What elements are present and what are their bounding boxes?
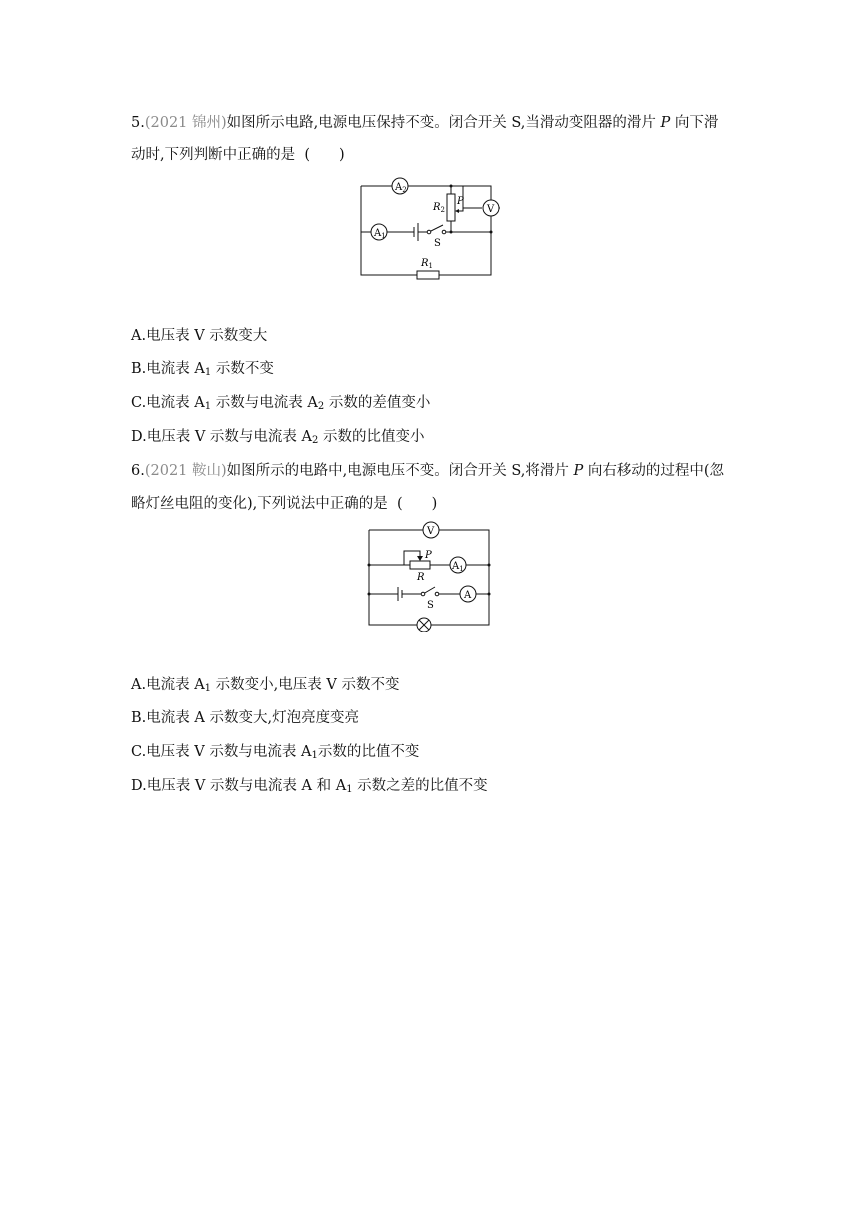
q6-rheostat-r-label: R bbox=[417, 572, 425, 583]
q6-ammeter-a-label: A bbox=[464, 590, 472, 601]
q5-option-a: A.电压表 V 示数变大 bbox=[131, 328, 268, 344]
q5-option-b: B.电流表 $A_1$ 示数不变 bbox=[131, 361, 274, 378]
q5-number: 5. bbox=[131, 115, 145, 131]
q6-number: 6. bbox=[131, 463, 145, 479]
q6-voltmeter-label: V bbox=[427, 526, 435, 537]
q6-answer-blank: ( ) bbox=[396, 496, 438, 512]
q6-slider-p-label: P bbox=[425, 550, 432, 561]
q5-answer-blank: ( ) bbox=[304, 147, 345, 163]
q5-ammeter-a1-label: $A_1$ bbox=[374, 228, 386, 240]
q6-option-d: D.电压表 V 示数与电流表 A 和 $A_1$ 示数之差的比值不变 bbox=[131, 778, 488, 795]
q6-circuit-diagram bbox=[364, 518, 494, 632]
q6-option-a: A.电流表 $A_1$ 示数变小,电压表 V 示数不变 bbox=[131, 677, 400, 694]
q5-voltmeter-label: V bbox=[487, 204, 495, 215]
q6-option-b: B.电流表 A 示数变大,灯泡亮度变亮 bbox=[131, 710, 360, 726]
q5-source: (2021 锦州) bbox=[144, 115, 227, 131]
q6-switch-s-label: S bbox=[427, 600, 434, 611]
q5-option-d: D.电压表 V 示数与电流表 $A_2$ 示数的比值变小 bbox=[131, 429, 425, 446]
q5-switch-s-label: S bbox=[434, 238, 441, 249]
q5-r1-label: $R_1$ bbox=[421, 258, 433, 270]
q5-stem-line2: 动时,下列判断中正确的是 ( ) bbox=[131, 147, 345, 163]
q6-stem-line2: 略灯丝电阻的变化),下列说法中正确的是 ( ) bbox=[131, 496, 438, 512]
q6-ammeter-a1-label: $A_1$ bbox=[452, 561, 464, 573]
q5-stem-line1: 5.(2021 锦州)如图所示电路,电源电压保持不变。闭合开关 S,当滑动变阻器的滑片 P 向下滑 bbox=[131, 115, 719, 131]
q6-stem-line1: 6.(2021 鞍山)如图所示的电路中,电源电压不变。闭合开关 S,将滑片 P 向右移动的过程中(忽 bbox=[131, 463, 725, 479]
q5-slider-p-label: P bbox=[457, 196, 464, 207]
q5-circuit-diagram bbox=[355, 172, 500, 284]
q6-option-c: C.电压表 V 示数与电流表 $A_1$示数的比值不变 bbox=[131, 744, 420, 761]
q5-r2-label: $R_2$ bbox=[433, 202, 445, 214]
q5-ammeter-a2-label: $A_2$ bbox=[395, 182, 407, 194]
q6-source: (2021 鞍山) bbox=[144, 463, 227, 479]
q5-option-c: C.电流表 $A_1$ 示数与电流表 $A_2$ 示数的差值变小 bbox=[131, 395, 431, 412]
